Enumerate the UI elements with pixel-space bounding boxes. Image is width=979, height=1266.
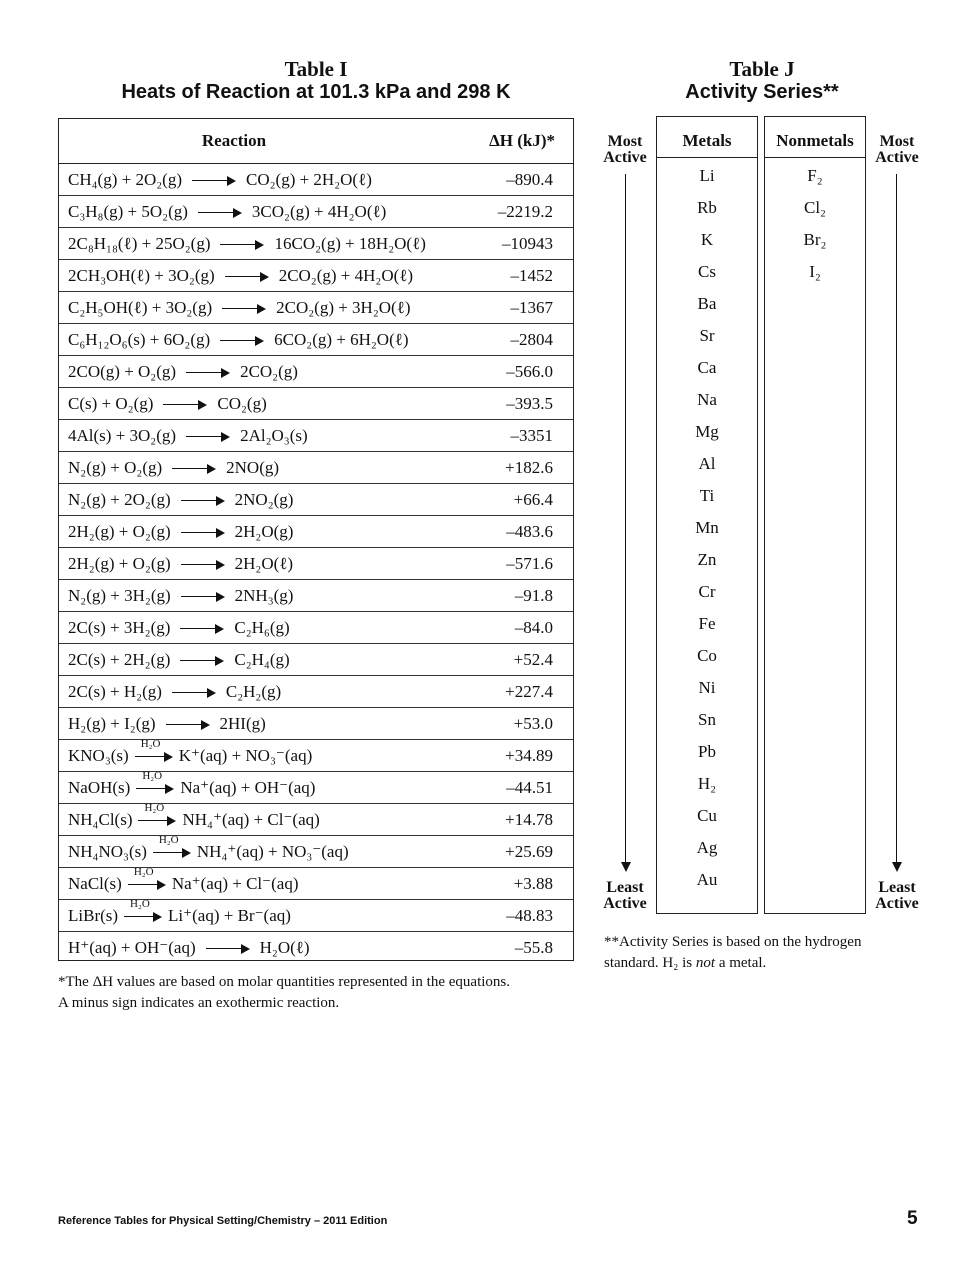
table-row bbox=[59, 676, 573, 708]
products: 2CO₂(g) + 3H₂O(ℓ) bbox=[276, 298, 411, 317]
table-row bbox=[59, 356, 573, 388]
right-most-active-label bbox=[868, 134, 926, 166]
right-active-label-bottom: Active bbox=[875, 895, 919, 912]
table-row bbox=[59, 420, 573, 452]
table-row bbox=[59, 292, 573, 324]
reaction-equation bbox=[68, 234, 426, 254]
reactants: 2H₂(g) + O₂(g) bbox=[68, 554, 171, 573]
table-i-footnote bbox=[58, 972, 510, 1014]
table-j-subtitle: Activity Series** bbox=[685, 81, 839, 103]
reaction-equation bbox=[68, 682, 281, 702]
page-number: 5 bbox=[907, 1208, 918, 1229]
table-j-footnote-line1: **Activity Series is based on the hydrogen bbox=[604, 934, 862, 950]
delta-h-value: –393.5 bbox=[506, 394, 553, 413]
footnote-part-c: a metal. bbox=[715, 955, 767, 971]
table-j-title: Table J bbox=[729, 57, 795, 81]
right-least-active-label bbox=[868, 880, 926, 912]
footnote-part-b: not bbox=[695, 955, 716, 971]
reaction-arrow-icon bbox=[172, 464, 216, 474]
reaction-arrow-icon bbox=[180, 624, 224, 634]
metal-item: Cs bbox=[698, 262, 716, 281]
reaction-equation bbox=[68, 426, 308, 446]
metal-item: Li bbox=[699, 166, 715, 185]
reaction-arrow-icon bbox=[220, 336, 264, 346]
left-least-label: Least bbox=[606, 879, 644, 896]
table-row bbox=[59, 164, 573, 196]
reaction-arrow-icon bbox=[153, 834, 191, 858]
left-active-label-bottom: Active bbox=[603, 895, 647, 912]
products: 2Al₂O₃(s) bbox=[240, 426, 308, 445]
products: Li⁺(aq) + Br⁻(aq) bbox=[168, 906, 291, 925]
right-active-label: Active bbox=[875, 149, 919, 166]
products: C₂H₆(g) bbox=[234, 618, 290, 637]
delta-h-value: –3351 bbox=[510, 426, 553, 445]
reaction-equation bbox=[68, 898, 291, 926]
reaction-equation bbox=[68, 394, 267, 414]
reaction-arrow-icon bbox=[186, 432, 230, 442]
table-row bbox=[59, 228, 573, 260]
products: 16CO₂(g) + 18H₂O(ℓ) bbox=[274, 234, 426, 253]
reaction-equation bbox=[68, 362, 298, 382]
table-row bbox=[59, 484, 573, 516]
nonmetals-column bbox=[764, 116, 866, 914]
table-row bbox=[59, 452, 573, 484]
metal-item: K bbox=[700, 230, 714, 249]
reaction-arrow-icon bbox=[220, 240, 264, 250]
table-i-footnote-line2: A minus sign indicates an exothermic reaction. bbox=[58, 995, 340, 1011]
delta-h-value: –44.51 bbox=[506, 778, 553, 797]
table-row bbox=[59, 388, 573, 420]
reactants: NH₄NO₃(s) bbox=[68, 842, 147, 861]
reactants: NaCl(s) bbox=[68, 874, 122, 893]
delta-h-value: –483.6 bbox=[506, 522, 553, 541]
products: CO₂(g) + 2H₂O(ℓ) bbox=[245, 170, 372, 189]
delta-h-value: –91.8 bbox=[514, 586, 553, 605]
products: K⁺(aq) + NO₃⁻(aq) bbox=[178, 746, 313, 765]
reactants: 4Al(s) + 3O₂(g) bbox=[68, 426, 177, 445]
delta-h-value: –571.6 bbox=[506, 554, 553, 573]
right-activity-arrow-line bbox=[896, 174, 897, 864]
reaction-arrow-icon bbox=[166, 720, 210, 730]
table-row bbox=[59, 580, 573, 612]
left-activity-arrow-head bbox=[621, 862, 631, 872]
left-most-active-label bbox=[596, 134, 654, 166]
reaction-equation bbox=[68, 770, 316, 798]
solvent-label: H₂O bbox=[130, 898, 150, 911]
products: 2HI(g) bbox=[219, 714, 266, 733]
reaction-arrow-icon bbox=[136, 770, 174, 794]
reaction-arrow-icon bbox=[138, 802, 176, 826]
right-least-label: Least bbox=[878, 879, 916, 896]
reactants: 2H₂(g) + O₂(g) bbox=[68, 522, 171, 541]
footer-edition: Reference Tables for Physical Setting/Chemistry – 2011 Edition bbox=[58, 1215, 388, 1227]
right-most-label: Most bbox=[879, 133, 915, 150]
reaction-equation bbox=[68, 586, 293, 606]
heats-of-reaction-table bbox=[58, 118, 574, 961]
metal-item: Rb bbox=[697, 198, 717, 217]
left-most-label: Most bbox=[607, 133, 643, 150]
metal-item: Mg bbox=[695, 422, 719, 441]
delta-h-value: +25.69 bbox=[505, 842, 553, 861]
reaction-arrow-icon bbox=[181, 528, 225, 538]
reactants: 2C(s) + 3H₂(g) bbox=[68, 618, 171, 637]
reactants: C₃H₈(g) + 5O₂(g) bbox=[68, 202, 188, 221]
metal-item: Co bbox=[697, 646, 717, 665]
products: Na⁺(aq) + Cl⁻(aq) bbox=[171, 874, 299, 893]
table-i-footnote-line1: *The ΔH values are based on molar quantities represented in the equations. bbox=[58, 974, 510, 990]
reactants: N₂(g) + O₂(g) bbox=[68, 458, 163, 477]
reaction-equation bbox=[68, 298, 411, 318]
delta-h-value: –566.0 bbox=[506, 362, 553, 381]
table-i-subtitle: Heats of Reaction at 101.3 kPa and 298 K bbox=[121, 81, 511, 103]
reactants: 2C(s) + H₂(g) bbox=[68, 682, 162, 701]
delta-h-value: +34.89 bbox=[505, 746, 553, 765]
table-row bbox=[59, 932, 573, 964]
products: 3CO₂(g) + 4H₂O(ℓ) bbox=[251, 202, 387, 221]
delta-h-value: +227.4 bbox=[505, 682, 553, 701]
metals-header: Metals bbox=[657, 117, 757, 158]
reaction-equation bbox=[68, 522, 293, 542]
delta-h-value: –1452 bbox=[510, 266, 553, 285]
metal-item: Mn bbox=[695, 518, 719, 537]
reaction-equation bbox=[68, 554, 293, 574]
table-row bbox=[59, 548, 573, 580]
reaction-arrow-icon bbox=[225, 272, 269, 282]
reaction-equation bbox=[68, 266, 413, 286]
reactants: 2CO(g) + O₂(g) bbox=[68, 362, 177, 381]
reactants: NH₄Cl(s) bbox=[68, 810, 133, 829]
reactants: C₆H₁₂O₆(s) + 6O₂(g) bbox=[68, 330, 211, 349]
reaction-equation bbox=[68, 202, 386, 222]
reaction-arrow-icon bbox=[180, 656, 224, 666]
table-row bbox=[59, 868, 573, 900]
reactants: 2CH₃OH(ℓ) + 3O₂(g) bbox=[68, 266, 215, 285]
table-row bbox=[59, 612, 573, 644]
reaction-arrow-icon bbox=[128, 866, 166, 890]
reaction-equation bbox=[68, 714, 266, 734]
reaction-arrow-icon bbox=[124, 898, 162, 922]
reaction-equation bbox=[68, 802, 320, 830]
reactants: N₂(g) + 3H₂(g) bbox=[68, 586, 171, 605]
metals-column bbox=[656, 116, 758, 914]
products: 6CO₂(g) + 6H₂O(ℓ) bbox=[274, 330, 409, 349]
reactants: NaOH(s) bbox=[68, 778, 131, 797]
left-activity-arrow-line bbox=[625, 174, 626, 864]
metal-item: Cu bbox=[697, 806, 717, 825]
delta-h-column-header: ΔH (kJ)* bbox=[489, 131, 555, 150]
metal-item: Zn bbox=[697, 550, 717, 569]
delta-h-value: +53.0 bbox=[513, 714, 553, 733]
reaction-arrow-icon bbox=[181, 560, 225, 570]
delta-h-value: +66.4 bbox=[513, 490, 553, 509]
products: 2NO₂(g) bbox=[234, 490, 294, 509]
metal-item: Ni bbox=[698, 678, 716, 697]
metal-item: Au bbox=[696, 870, 718, 889]
delta-h-value: +52.4 bbox=[513, 650, 553, 669]
reaction-arrow-icon bbox=[172, 688, 216, 698]
reaction-equation bbox=[68, 618, 290, 638]
reaction-equation bbox=[68, 834, 349, 862]
nonmetal-item: I₂ bbox=[809, 262, 821, 281]
table-row bbox=[59, 644, 573, 676]
delta-h-value: –55.8 bbox=[514, 938, 553, 957]
reactants: 2C₈H₁₈(ℓ) + 25O₂(g) bbox=[68, 234, 211, 253]
metal-item: Ag bbox=[696, 838, 718, 857]
reaction-arrow-icon bbox=[206, 944, 250, 954]
products: H₂O(ℓ) bbox=[259, 938, 310, 957]
table-row bbox=[59, 804, 573, 836]
reaction-arrow-icon bbox=[222, 304, 266, 314]
reaction-arrow-icon bbox=[181, 592, 225, 602]
solvent-label: H₂O bbox=[133, 866, 154, 879]
products: CO₂(g) bbox=[217, 394, 267, 413]
reaction-column-header: Reaction bbox=[201, 131, 267, 150]
reactants: C(s) + O₂(g) bbox=[68, 394, 154, 413]
reaction-arrow-icon bbox=[135, 738, 173, 762]
products: C₂H₄(g) bbox=[234, 650, 290, 669]
metal-item: Sr bbox=[699, 326, 715, 345]
delta-h-value: –2219.2 bbox=[497, 202, 553, 221]
products: 2CO₂(g) bbox=[240, 362, 298, 381]
products: NH₄⁺(aq) + Cl⁻(aq) bbox=[182, 810, 320, 829]
products: 2NH₃(g) bbox=[234, 586, 294, 605]
solvent-label: H₂O bbox=[158, 834, 179, 847]
delta-h-value: +182.6 bbox=[505, 458, 553, 477]
products: 2H₂O(ℓ) bbox=[234, 554, 294, 573]
reactants: KNO₃(s) bbox=[68, 746, 129, 765]
reactants: C₂H₅OH(ℓ) + 3O₂(g) bbox=[68, 298, 213, 317]
table-row bbox=[59, 836, 573, 868]
metal-item: Pb bbox=[698, 742, 716, 761]
nonmetal-item: F₂ bbox=[807, 166, 823, 185]
delta-h-value: +14.78 bbox=[505, 810, 553, 829]
delta-h-value: –84.0 bbox=[514, 618, 553, 637]
metal-item: Ba bbox=[697, 294, 717, 313]
metal-item: Na bbox=[697, 390, 717, 409]
reaction-arrow-icon bbox=[163, 400, 207, 410]
products: C₂H₂(g) bbox=[225, 682, 282, 701]
delta-h-value: +3.88 bbox=[513, 874, 553, 893]
metal-item: Cr bbox=[698, 582, 716, 601]
products: NH₄⁺(aq) + NO₃⁻(aq) bbox=[196, 842, 349, 861]
delta-h-value: –890.4 bbox=[506, 170, 553, 189]
reactants: H⁺(aq) + OH⁻(aq) bbox=[68, 938, 196, 957]
delta-h-value: –10943 bbox=[502, 234, 553, 253]
reactants: LiBr(s) bbox=[68, 906, 119, 925]
reaction-equation bbox=[68, 738, 313, 766]
solvent-label: H₂O bbox=[142, 770, 163, 783]
left-least-active-label bbox=[596, 880, 654, 912]
metal-item: Fe bbox=[698, 614, 716, 633]
solvent-label: H₂O bbox=[144, 802, 165, 815]
metal-item: Sn bbox=[698, 710, 716, 729]
reactants: H₂(g) + I₂(g) bbox=[68, 714, 156, 733]
table-row bbox=[59, 772, 573, 804]
metal-item: H₂ bbox=[697, 774, 717, 793]
reactants: 2C(s) + 2H₂(g) bbox=[68, 650, 171, 669]
metal-item: Ca bbox=[697, 358, 717, 377]
table-j-footnote bbox=[604, 932, 861, 974]
reaction-arrow-icon bbox=[192, 176, 236, 186]
table-i-header bbox=[59, 119, 573, 164]
table-row bbox=[59, 516, 573, 548]
nonmetal-item: Br₂ bbox=[803, 230, 827, 249]
reaction-arrow-icon bbox=[186, 368, 230, 378]
table-row bbox=[59, 324, 573, 356]
left-active-label: Active bbox=[603, 149, 647, 166]
footnote-part-a: standard. H₂ is bbox=[604, 955, 696, 971]
reaction-equation bbox=[68, 458, 279, 478]
table-i-title: Table I bbox=[284, 57, 348, 81]
table-row bbox=[59, 740, 573, 772]
table-row bbox=[59, 260, 573, 292]
table-row bbox=[59, 708, 573, 740]
right-activity-arrow-head bbox=[892, 862, 902, 872]
table-i-rows bbox=[59, 164, 573, 964]
table-row bbox=[59, 196, 573, 228]
products: 2NO(g) bbox=[226, 458, 280, 477]
reactants: CH₄(g) + 2O₂(g) bbox=[68, 170, 182, 189]
nonmetal-item: Cl₂ bbox=[804, 198, 826, 217]
products: Na⁺(aq) + OH⁻(aq) bbox=[180, 778, 316, 797]
reaction-equation bbox=[68, 650, 290, 670]
metal-item: Ti bbox=[699, 486, 715, 505]
reaction-equation bbox=[68, 866, 299, 894]
reactants: N₂(g) + 2O₂(g) bbox=[68, 490, 171, 509]
reaction-arrow-icon bbox=[198, 208, 242, 218]
table-j-footnote-line2 bbox=[604, 953, 861, 974]
table-row bbox=[59, 900, 573, 932]
reaction-equation bbox=[68, 330, 409, 350]
products: 2H₂O(g) bbox=[234, 522, 294, 541]
delta-h-value: –48.83 bbox=[506, 906, 553, 925]
products: 2CO₂(g) + 4H₂O(ℓ) bbox=[278, 266, 414, 285]
solvent-label: H₂O bbox=[140, 738, 161, 751]
delta-h-value: –1367 bbox=[510, 298, 553, 317]
reaction-equation bbox=[68, 170, 372, 190]
delta-h-value: –2804 bbox=[510, 330, 553, 349]
nonmetals-header: Nonmetals bbox=[765, 117, 865, 158]
metal-item: Al bbox=[698, 454, 716, 473]
reaction-equation bbox=[68, 490, 293, 510]
reaction-equation bbox=[68, 938, 310, 958]
reaction-arrow-icon bbox=[181, 496, 225, 506]
